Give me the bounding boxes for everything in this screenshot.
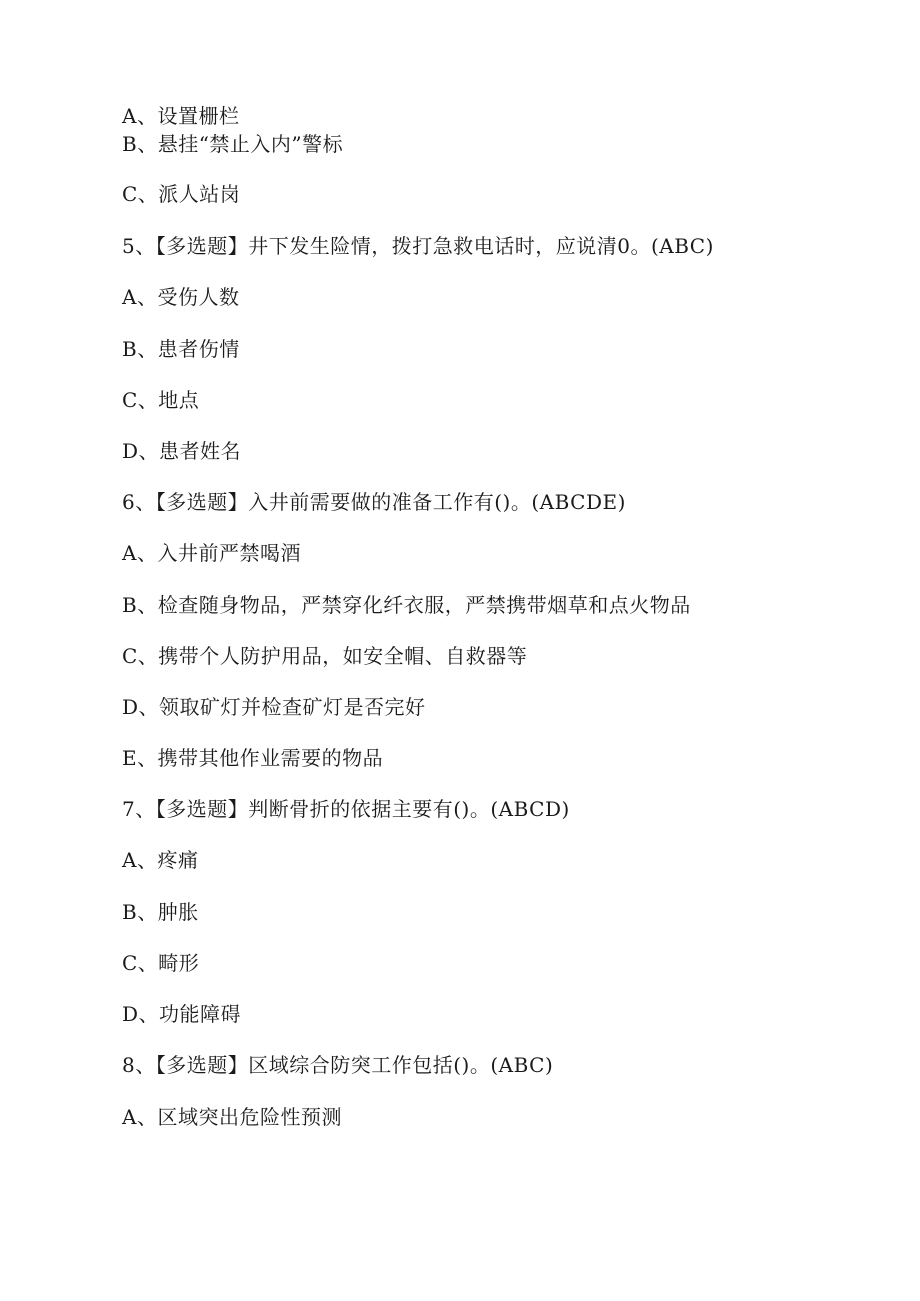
question-line: 7、【多选题】判断骨折的依据主要有()。(ABCD) xyxy=(122,797,570,821)
option-line: B、检查随身物品，严禁穿化纤衣服，严禁携带烟草和点火物品 xyxy=(122,593,691,617)
option-line: A、设置栅栏 xyxy=(122,104,240,128)
option-line: B、患者伤情 xyxy=(122,337,240,361)
option-line: B、肿胀 xyxy=(122,900,199,924)
question-line: 5、【多选题】井下发生险情，拨打急救电话时，应说清0。(ABC) xyxy=(122,234,714,258)
option-line: A、区域突出危险性预测 xyxy=(122,1105,342,1129)
option-line: B、悬挂“禁止入内”警标 xyxy=(122,132,344,156)
option-line: A、入井前严禁喝酒 xyxy=(122,541,301,565)
option-line: C、地点 xyxy=(122,388,200,412)
question-line: 8、【多选题】区域综合防突工作包括()。(ABC) xyxy=(122,1053,554,1077)
option-line: C、派人站岗 xyxy=(122,182,241,206)
option-line: D、功能障碍 xyxy=(122,1002,242,1026)
option-line: C、畸形 xyxy=(122,951,200,975)
option-line: D、领取矿灯并检查矿灯是否完好 xyxy=(122,695,426,719)
option-line: C、携带个人防护用品，如安全帽、自救器等 xyxy=(122,644,528,668)
option-line: E、携带其他作业需要的物品 xyxy=(122,746,384,770)
option-line: A、受伤人数 xyxy=(122,285,240,309)
question-line: 6、【多选题】入井前需要做的准备工作有()。(ABCDE) xyxy=(122,490,626,514)
option-line: A、疼痛 xyxy=(122,848,199,872)
option-line: D、患者姓名 xyxy=(122,439,242,463)
